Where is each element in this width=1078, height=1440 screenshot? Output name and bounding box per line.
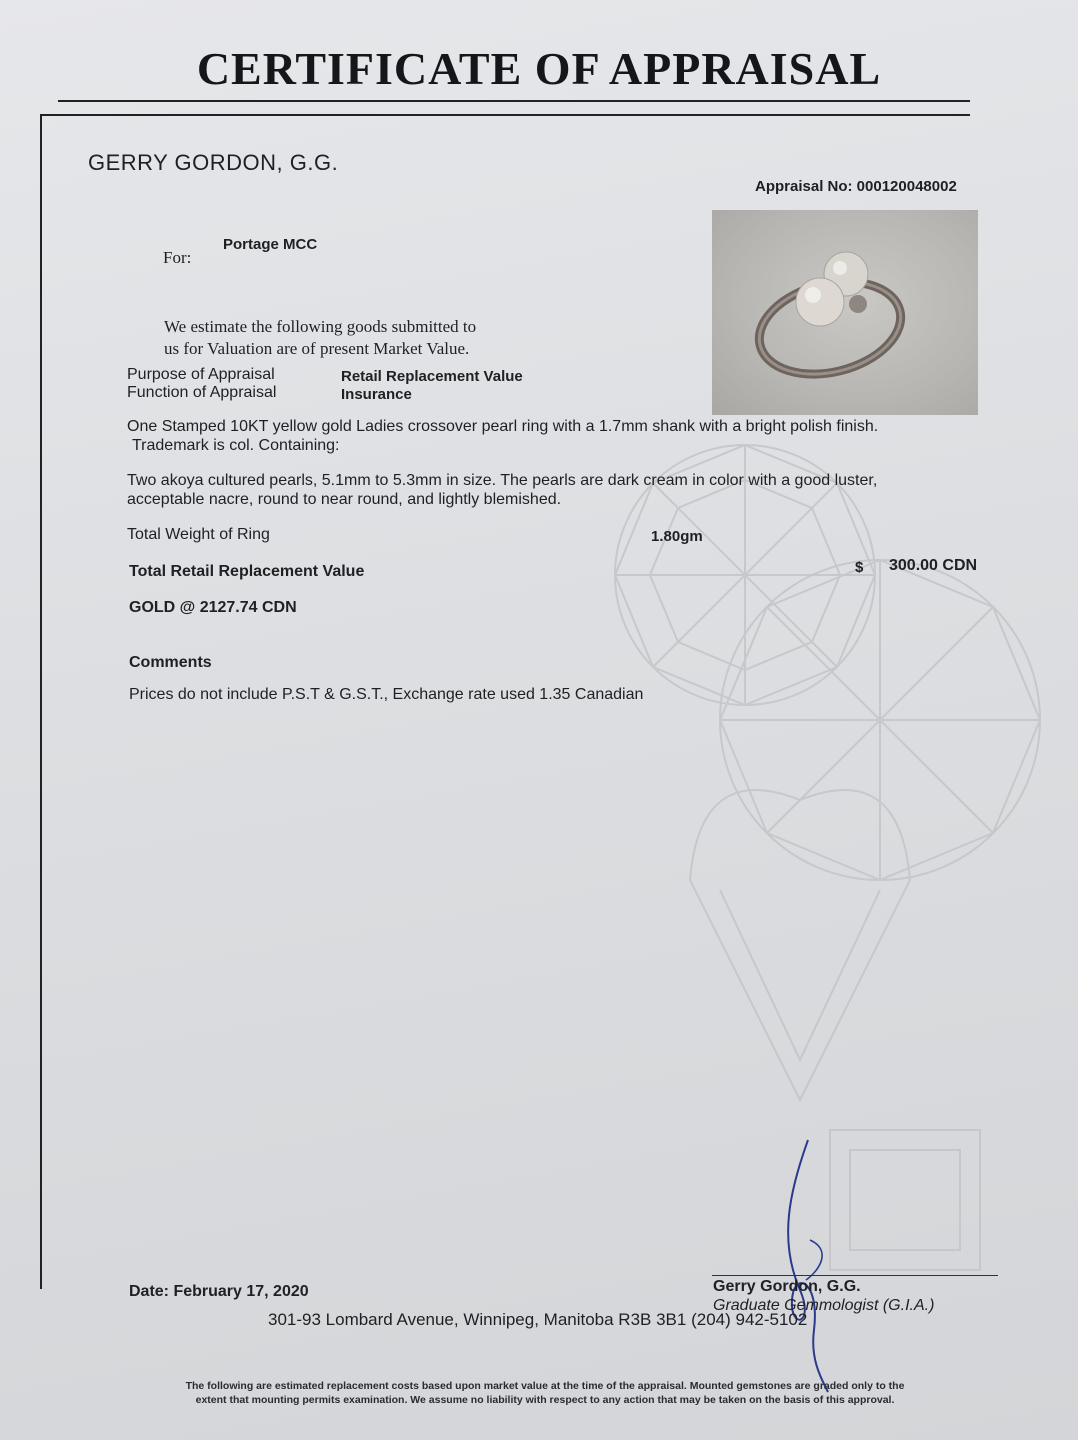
- certificate-title: CERTIFICATE OF APPRAISAL: [196, 43, 882, 94]
- appraisal-date: Date: February 17, 2020: [129, 1283, 309, 1300]
- pearls-line-1: Two akoya cultured pearls, 5.1mm to 5.3mm in size. The pearls are dark cream in color with a good luster,: [127, 472, 878, 489]
- function-label: Function of Appraisal: [127, 384, 277, 401]
- top-rule-upper: [58, 100, 970, 102]
- function-value: Insurance: [341, 386, 412, 403]
- weight-label: Total Weight of Ring: [127, 526, 270, 543]
- top-rule-lower: [40, 114, 970, 116]
- signature-line: [712, 1275, 998, 1276]
- client-name: Portage MCC: [223, 236, 318, 253]
- intro-line-2: us for Valuation are of present Market Value.: [164, 339, 470, 358]
- purpose-value: Retail Replacement Value: [341, 368, 523, 385]
- comments-heading: Comments: [129, 654, 212, 671]
- left-border: [40, 114, 42, 1289]
- signer-title: Graduate Gemmologist (G.I.A.): [713, 1297, 935, 1314]
- disclaimer-line-2: extent that mounting permits examination. We assume no liability with respect to any action that may be taken on the basis of this approval.: [195, 1394, 895, 1406]
- description-line-1: One Stamped 10KT yellow gold Ladies crossover pearl ring with a 1.7mm shank with a bright polish finish.: [127, 418, 879, 435]
- weight-value: 1.80gm: [651, 528, 703, 545]
- purpose-label: Purpose of Appraisal: [127, 366, 275, 383]
- ring-photo: [712, 210, 978, 415]
- retail-label: Total Retail Replacement Value: [129, 563, 365, 580]
- signer-name: Gerry Gordon, G.G.: [713, 1278, 861, 1295]
- pearls-line-2: acceptable nacre, round to near round, and lightly blemished.: [127, 491, 562, 508]
- retail-value: 300.00 CDN: [889, 557, 978, 574]
- gold-price: GOLD @ 2127.74 CDN: [129, 599, 297, 616]
- description-line-2: Trademark is col. Containing:: [132, 437, 340, 454]
- signature-image: [770, 1130, 850, 1400]
- intro-line-1: We estimate the following goods submitted to: [164, 317, 477, 336]
- for-label: For:: [163, 248, 192, 267]
- comments-text: Prices do not include P.S.T & G.S.T., Exchange rate used 1.35 Canadian: [129, 686, 644, 703]
- appraisal-number: Appraisal No: 000120048002: [755, 178, 957, 195]
- pearl-ring-icon: [712, 210, 978, 415]
- business-address: 301-93 Lombard Avenue, Winnipeg, Manitoba R3B 3B1 (204) 942-5102: [268, 1310, 808, 1329]
- appraiser-name: GERRY GORDON, G.G.: [88, 150, 339, 175]
- disclaimer-line-1: The following are estimated replacement costs based upon market value at the time of the appraisal. Mounted gemstones are graded only to the: [185, 1380, 905, 1392]
- currency-symbol: $: [855, 559, 864, 576]
